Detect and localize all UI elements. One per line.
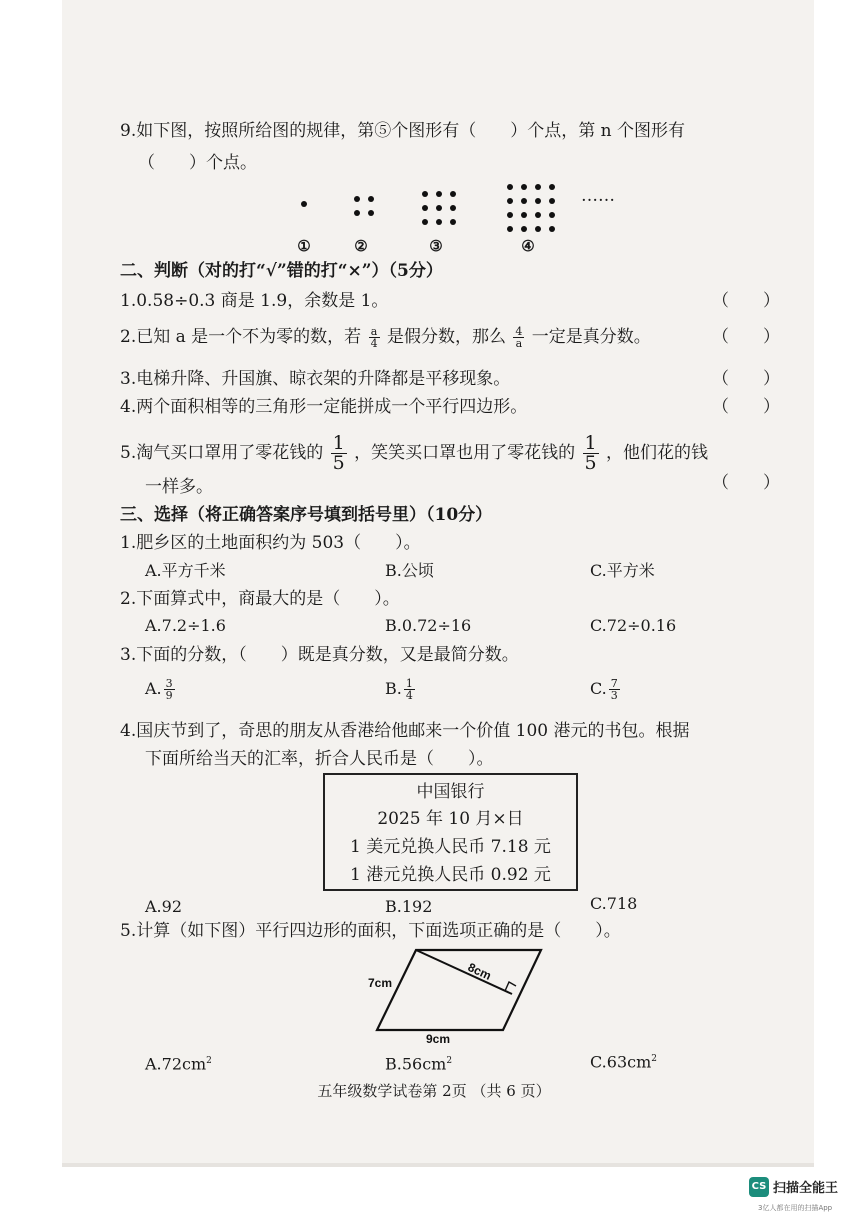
fraction-7-over-3 bbox=[609, 678, 620, 701]
option-letter: B. bbox=[385, 679, 402, 698]
dot bbox=[368, 196, 374, 202]
choice-q3-stem: 3.下面的分数，（ ）既是真分数，又是最简分数。 bbox=[120, 645, 519, 665]
q9-line2: （ ）个点。 bbox=[138, 153, 257, 173]
option-text: C.63cm bbox=[590, 1052, 652, 1072]
unit-exponent: 2 bbox=[651, 1054, 657, 1064]
dot bbox=[549, 184, 555, 190]
figure-label-4: ④ bbox=[521, 237, 535, 255]
dot bbox=[507, 184, 513, 190]
dot bbox=[354, 210, 360, 216]
answer-paren-5: （ ） bbox=[712, 473, 780, 493]
dot bbox=[535, 212, 541, 218]
choice-q5-option-a bbox=[145, 1050, 212, 1075]
dot bbox=[549, 212, 555, 218]
numerator: 3 bbox=[165, 677, 173, 690]
paper-edge bbox=[62, 1163, 814, 1167]
unit-exponent: 2 bbox=[206, 1056, 212, 1066]
denominator: 9 bbox=[165, 689, 173, 702]
answer-paren-3: （ ） bbox=[712, 369, 780, 389]
judge-item-5 bbox=[120, 434, 708, 473]
numerator: 1 bbox=[332, 432, 345, 454]
choice-q4-option-a: A.92 bbox=[145, 897, 182, 916]
option-text: A.72cm bbox=[145, 1054, 207, 1074]
denominator: 5 bbox=[332, 452, 345, 474]
height-label: 8cm bbox=[465, 960, 494, 983]
figure-label-3: ③ bbox=[429, 237, 443, 255]
choice-q2-stem: 2.下面算式中，商最大的是（ ）。 bbox=[120, 589, 400, 609]
ellipsis: …… bbox=[581, 186, 615, 206]
choice-q2-option-a: A.7.2÷1.6 bbox=[145, 616, 226, 635]
choice-q4-option-b: B.192 bbox=[385, 897, 433, 916]
choice-q2-option-c: C.72÷0.16 bbox=[590, 616, 677, 635]
dot bbox=[507, 212, 513, 218]
section3-heading: 三、选择（将正确答案序号填到括号里）（10分） bbox=[120, 505, 493, 525]
dot bbox=[354, 196, 360, 202]
exchange-rate-box bbox=[323, 773, 578, 891]
rate-date: 2025 年 10 月×日 bbox=[377, 809, 524, 829]
fraction-1-over-4 bbox=[404, 678, 415, 701]
numerator: a bbox=[369, 326, 380, 338]
fraction-3-over-9 bbox=[164, 678, 175, 701]
dot bbox=[422, 205, 428, 211]
answer-paren-4: （ ） bbox=[712, 397, 780, 417]
usd-rate: 1 美元兑换人民币 7.18 元 bbox=[350, 837, 551, 857]
choice-q1-option-a: A.平方千米 bbox=[145, 561, 226, 580]
dot bbox=[436, 205, 442, 211]
dot bbox=[507, 198, 513, 204]
judge-item-5-end: ，他们花的钱 bbox=[606, 443, 709, 463]
hkd-rate: 1 港元兑换人民币 0.92 元 bbox=[350, 865, 551, 885]
option-letter: C. bbox=[590, 679, 607, 698]
dot bbox=[521, 212, 527, 218]
bank-name: 中国银行 bbox=[416, 782, 485, 802]
dot bbox=[507, 226, 513, 232]
choice-q5-option-b bbox=[385, 1050, 452, 1075]
choice-q1-option-c: C.平方米 bbox=[590, 561, 655, 580]
camscanner-logo-icon: CS bbox=[749, 1177, 769, 1197]
numerator: 7 bbox=[610, 677, 618, 690]
dot bbox=[535, 226, 541, 232]
numerator: 1 bbox=[405, 677, 413, 690]
judge-item-2 bbox=[120, 326, 651, 349]
denominator: 5 bbox=[584, 452, 597, 474]
dot bbox=[450, 191, 456, 197]
parallelogram-figure bbox=[360, 945, 560, 1045]
denominator: 4 bbox=[370, 337, 378, 350]
parallelogram bbox=[377, 950, 541, 1030]
choice-q1-stem: 1.肥乡区的土地面积约为 503（ ）。 bbox=[120, 533, 421, 553]
dot bbox=[436, 219, 442, 225]
figure-label-2: ② bbox=[354, 237, 368, 255]
watermark-name: 扫描全能王 bbox=[773, 1181, 839, 1196]
choice-q1-option-b: B.公顷 bbox=[385, 561, 434, 580]
q9-line1: 9.如下图，按照所给图的规律，第⑤个图形有（ ）个点，第 n 个图形有 bbox=[120, 121, 685, 141]
section2-heading: 二、判断（对的打“√”错的打“×”）（5分） bbox=[120, 261, 443, 281]
dot bbox=[549, 226, 555, 232]
choice-q5-stem: 5.计算（如下图）平行四边形的面积，下面选项正确的是（ ）。 bbox=[120, 921, 621, 941]
dot bbox=[450, 205, 456, 211]
page-footer: 五年级数学试卷第 2页 （共 6 页） bbox=[317, 1082, 551, 1100]
fraction-1-over-5 bbox=[331, 434, 347, 473]
judge-item-4: 4.两个面积相等的三角形一定能拼成一个平行四边形。 bbox=[120, 397, 528, 417]
numerator: 4 bbox=[515, 325, 523, 338]
judge-item-2-start: 2.已知 a 是一个不为零的数，若 bbox=[120, 327, 362, 347]
dot bbox=[301, 201, 307, 207]
option-letter: A. bbox=[145, 679, 162, 698]
denominator: a bbox=[515, 337, 523, 350]
figure-label-1: ① bbox=[297, 237, 311, 255]
dot bbox=[521, 226, 527, 232]
right-angle-mark bbox=[505, 982, 516, 991]
numerator: 1 bbox=[584, 432, 597, 454]
choice-q3-option-c bbox=[590, 678, 622, 701]
dot bbox=[422, 191, 428, 197]
answer-paren-1: （ ） bbox=[712, 291, 780, 311]
dot bbox=[521, 184, 527, 190]
unit-exponent: 2 bbox=[446, 1056, 453, 1066]
fraction-1-over-5 bbox=[583, 434, 599, 473]
dot bbox=[436, 191, 442, 197]
choice-q3-option-a bbox=[145, 678, 177, 701]
dot bbox=[535, 198, 541, 204]
judge-item-5-line2: 一样多。 bbox=[145, 477, 213, 497]
dot bbox=[549, 198, 555, 204]
height-line bbox=[416, 950, 512, 994]
option-text: B.56cm bbox=[385, 1054, 447, 1074]
judge-item-5-start: 5.淘气买口罩用了零花钱的 bbox=[120, 443, 324, 463]
dot bbox=[450, 219, 456, 225]
choice-q5-option-c bbox=[590, 1048, 657, 1073]
fraction-4-over-a bbox=[513, 326, 524, 349]
judge-item-3: 3.电梯升降、升国旗、晾衣架的升降都是平移现象。 bbox=[120, 369, 511, 389]
denominator: 3 bbox=[610, 689, 618, 702]
choice-q3-option-b bbox=[385, 678, 417, 701]
judge-item-2-mid: 是假分数，那么 bbox=[386, 327, 506, 347]
dot bbox=[368, 210, 374, 216]
fraction-a-over-4 bbox=[369, 326, 380, 349]
judge-item-5-mid: ，笑笑买口罩也用了零花钱的 bbox=[354, 443, 576, 463]
denominator: 4 bbox=[405, 689, 413, 702]
watermark-subtitle: 3亿人都在用的扫描App bbox=[758, 1204, 833, 1212]
answer-paren-2: （ ） bbox=[712, 327, 780, 347]
judge-item-2-end: 一定是真分数。 bbox=[531, 327, 651, 347]
choice-q4-stem-line2: 下面所给当天的汇率，折合人民币是（ ）。 bbox=[145, 749, 494, 769]
base-label: 9cm bbox=[426, 1032, 451, 1045]
dot bbox=[535, 184, 541, 190]
dot bbox=[521, 198, 527, 204]
choice-q4-stem-line1: 4.国庆节到了，奇思的朋友从香港给他邮来一个价值 100 港元的书包。根据 bbox=[120, 721, 690, 741]
side-label: 7cm bbox=[368, 976, 393, 990]
dot bbox=[422, 219, 428, 225]
choice-q2-option-b: B.0.72÷16 bbox=[385, 616, 472, 635]
judge-item-1: 1.0.58÷0.3 商是 1.9，余数是 1。 bbox=[120, 291, 389, 311]
choice-q4-option-c: C.718 bbox=[590, 894, 638, 913]
